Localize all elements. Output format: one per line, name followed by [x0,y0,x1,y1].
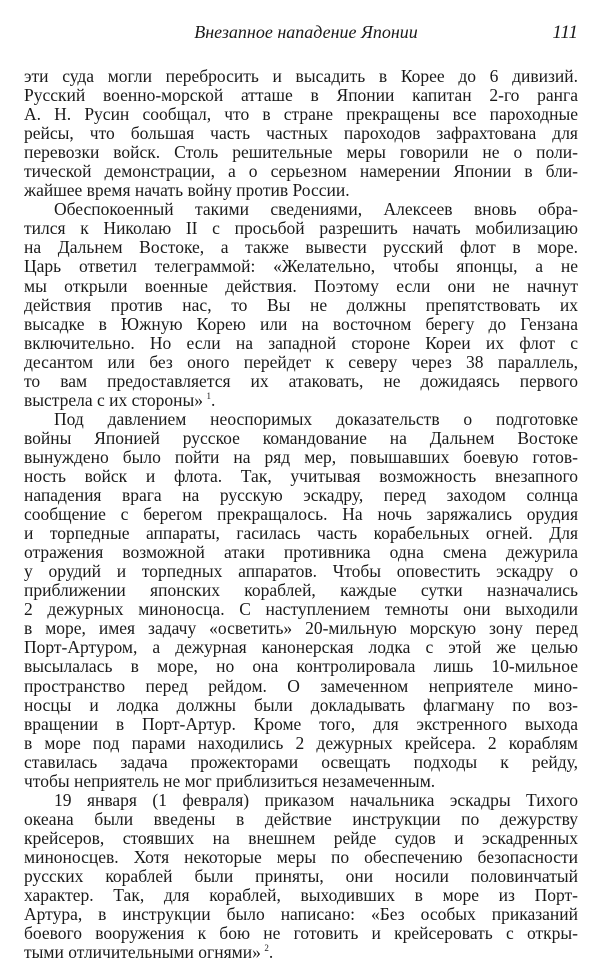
text-line [24,924,578,943]
text-line [24,657,578,676]
text-line-content: вращении в Порт-Артур. Кроме того, для экстренного выхода [24,713,578,734]
text-line-content: тился к Николаю II с просьбой разрешить начать мобилизацию [24,218,578,239]
text-line [24,486,578,505]
text-line [24,562,578,581]
text-line [24,315,578,334]
text-line-content: в море, имея задачу «осветить» 20-мильную морскую зону перед [24,618,578,639]
text-line-content: жайшее время начать войну против России. [24,180,350,201]
text-line-content: на Дальнем Востоке, а также вывести русский флот в море. [24,237,578,258]
text-line-content: Русский военно-морской атташе в Японии капитан 2-го ранга [24,85,578,106]
text-line [24,238,578,257]
text-line [24,467,578,486]
text-line-content: тыми отличительными огнями» [24,942,261,963]
text-line [24,353,578,372]
text-line [24,505,578,524]
text-line-content: и торпедные аппараты, гасилась часть корабельных огней. Для [24,523,578,544]
text-line-content: тической демонстрации, а о серьезном намерении Японии в бли- [24,161,578,182]
footnote-mark: 1 [206,390,211,401]
trailing-punctuation: . [211,389,216,410]
text-line-content: в море под парами находились 2 дежурных крейсера. 2 кораблям [24,732,578,753]
paragraph [24,200,578,410]
text-line-content: выстрела с их стороны» [24,389,203,410]
text-line [24,600,578,619]
text-line [24,715,578,734]
text-line [24,886,578,905]
text-line-content: пространство перед рейдом. О замеченном неприятеле мино- [24,675,578,696]
text-line-content: то вам предоставляется их атаковать, не дожидаясь первого [24,370,578,391]
running-title: Внезапное нападение Японии [194,22,418,42]
text-line-content: мы открыли военные действия. Поэтому если они не начнут [24,275,578,296]
text-line [24,277,578,296]
text-line-content: Под давлением неоспоримых доказательств о подготовке [54,408,578,429]
text-line [24,867,578,886]
text-line [24,772,578,791]
text-line [24,257,578,276]
text-line-content: характер. Так, для кораблей, выходивших в море из Порт- [24,885,578,906]
text-line-content: ность войск и флота. Так, учитывая возможность внезапного [24,465,578,486]
text-line [24,181,578,200]
text-line-content: войны Японией русское командование на Дальнем Востоке [24,427,578,448]
text-line [24,638,578,657]
text-line [24,905,578,924]
text-line-content: эти суда могли перебросить и высадить в Корее до 6 дивизий. [24,66,578,86]
text-line-content: действия против нас, то Вы не должны препятствовать их [24,294,578,315]
text-line-content: рейсы, что большая часть частных пароходов зафрахтована для [24,123,578,144]
text-line-content: А. Н. Русин сообщал, что в стране прекращены все пароходные [24,104,578,125]
text-line [24,943,578,962]
text-line [24,334,578,353]
text-line [24,67,578,86]
text-line-content: сообщение с берегом прекращалось. На ночь заряжались орудия [24,504,578,525]
text-line [24,429,578,448]
text-line [24,296,578,315]
text-line [24,219,578,238]
page-number: 111 [552,22,578,43]
text-line-content: чтобы неприятель не мог приблизиться незамеченным. [24,770,436,791]
footnote-mark: 2 [264,943,269,954]
text-line-content: перевозки войск. Столь решительные меры говорили не о поли- [24,142,578,163]
text-line [24,848,578,867]
trailing-punctuation: . [268,942,274,963]
text-line-content: у орудий и торпедных аппаратов. Чтобы оповестить эскадру о [24,561,578,582]
text-line [24,162,578,181]
text-line-content: высылалась в море, но она контролировала лишь 10-мильное [24,656,578,677]
text-line-content: крейсеров, стоявших на внешнем рейде судов и эскадренных [24,827,578,848]
text-line-content: включительно. Но если на западной стороне Кореи их флот с [24,332,578,353]
text-line [24,810,578,829]
paragraph [24,67,578,200]
text-line [24,143,578,162]
text-line-content: отражения возможной атаки противника одна смена дежурила [24,542,578,563]
body-text [24,67,578,962]
text-line [24,105,578,124]
text-line [24,753,578,772]
text-line-content: вынуждено было пойти на ряд мер, повышавших боевую готов- [24,446,578,467]
text-line [24,543,578,562]
running-head [24,20,578,46]
text-line-content: Царь ответил телеграммой: «Желательно, чтобы японцы, а не [24,256,578,277]
text-line [24,524,578,543]
text-line [24,581,578,600]
text-line [24,677,578,696]
text-line [24,619,578,638]
text-line [24,791,578,810]
text-line-content: Порт-Артуром, а дежурная канонерская лодка с этой же целью [24,637,578,658]
text-line [24,372,578,391]
text-line-content: приближении японских кораблей, каждые сутки назначались [24,580,578,601]
text-line [24,410,578,429]
text-line-content: боевого вооружения к бою не готовить и крейсеровать с откры- [24,923,578,944]
text-line-content: 2 дежурных миноносца. С наступлением темноты они выходили [24,599,578,620]
text-line-content: миноносцев. Хотя некоторые меры по обеспечению безопасности [24,846,578,867]
text-line-content: носцы и лодка должны были докладывать флагману по воз- [24,694,578,715]
text-line [24,829,578,848]
text-line-content: нападения врага на русскую эскадру, перед заходом солнца [24,485,578,506]
text-line [24,86,578,105]
text-line-content: десантом или без оного перейдет к северу через 38 параллель, [24,351,578,372]
text-line [24,124,578,143]
text-line-content: русских кораблей были приняты, они носили половинчатый [24,865,578,886]
text-line [24,200,578,219]
paragraph [24,791,578,962]
text-line-content: высадке в Южную Корею или на восточном берегу до Гензана [24,313,578,334]
text-line [24,391,578,410]
text-line [24,696,578,715]
text-line [24,448,578,467]
text-line-content: ставилась задача прожекторами освещать подходы к рейду, [24,751,578,772]
text-line-content: Артура, в инструкции было написано: «Без особых приказаний [24,904,578,925]
text-line-content: Обеспокоенный такими сведениями, Алексеев вновь обра- [54,199,578,220]
text-line-content: океана были введены в действие инструкции по дежурству [24,808,578,829]
text-line-content: 19 января (1 февраля) приказом начальника эскадры Тихого [54,789,578,810]
text-line [24,734,578,753]
paragraph [24,410,578,791]
